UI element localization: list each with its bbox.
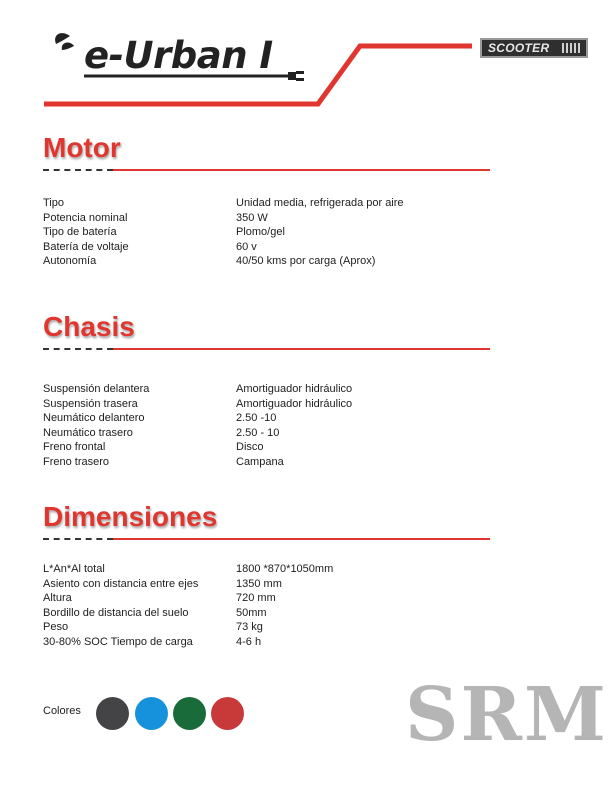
spec-row: [43, 577, 463, 592]
leaf-icon: [55, 33, 74, 50]
color-swatch-red[interactable]: [211, 697, 244, 730]
spec-value: Plomo/gel: [236, 226, 285, 238]
brand-logo: e-Urban I: [84, 34, 273, 77]
spec-value: 4-6 h: [236, 635, 262, 648]
spec-row: [43, 562, 463, 577]
section-divider: [43, 168, 490, 174]
spec-row: [43, 411, 463, 426]
spec-label: Freno frontal: [43, 441, 106, 453]
spec-label: Freno trasero: [43, 455, 110, 468]
spec-label: Neumático delantero: [43, 412, 145, 424]
spec-row: [43, 620, 463, 635]
spec-row: [43, 211, 463, 226]
badge-stripes: [562, 43, 582, 53]
spec-row: [43, 196, 463, 211]
section-divider: [43, 537, 490, 543]
spec-value: 350 W: [236, 211, 268, 224]
spec-label: Suspensión trasera: [43, 397, 138, 410]
spec-label: Asiento con distancia entre ejes: [43, 577, 199, 590]
spec-row: [43, 397, 463, 412]
spec-row: [43, 240, 463, 255]
spec-label: Bordillo de distancia del suelo: [43, 606, 189, 619]
section-title-chasis: Chasis: [43, 311, 135, 342]
spec-value: 2.50 - 10: [236, 426, 280, 439]
spec-value: 1350 mm: [236, 577, 282, 590]
color-swatch-gray[interactable]: [96, 697, 129, 730]
spec-label: Altura: [43, 592, 72, 604]
spec-row: [43, 455, 463, 470]
spec-row: [43, 382, 463, 397]
section-title-motor: Motor: [43, 132, 121, 163]
spec-row: [43, 635, 463, 650]
spec-label: 30-80% SOC Tiempo de carga: [43, 635, 193, 648]
spec-label: Batería de voltaje: [43, 240, 129, 253]
section-divider: [43, 347, 490, 353]
spec-value: 720 mm: [236, 592, 276, 604]
color-swatch-green[interactable]: [173, 697, 206, 730]
spec-row: [43, 254, 463, 269]
spec-value: 2.50 -10: [236, 412, 277, 424]
spec-value: 73 kg: [236, 621, 263, 633]
section-title-dimensiones: Dimensiones: [43, 501, 218, 532]
spec-value: 60 v: [236, 240, 257, 253]
badge-label: SCOOTER: [488, 41, 550, 55]
spec-row: [43, 426, 463, 441]
spec-value: 1800 *870*1050mm: [236, 563, 334, 575]
spec-label: Autonomía: [43, 255, 97, 267]
spec-value: Amortiguador hidráulico: [236, 397, 353, 410]
specs-list-dimensiones: [43, 562, 463, 649]
spec-label: Peso: [43, 621, 69, 633]
plug-icon: [288, 71, 304, 81]
spec-value: Campana: [236, 455, 284, 468]
spec-row: [43, 225, 463, 240]
spec-value: Disco: [236, 441, 264, 453]
scooter-badge: [480, 38, 588, 58]
specs-list-chasis: [43, 382, 463, 469]
spec-value: 50mm: [236, 606, 267, 619]
spec-label: Suspensión delantera: [43, 383, 150, 395]
spec-value: 40/50 kms por carga (Aprox): [236, 255, 376, 267]
color-swatch-blue[interactable]: [135, 697, 168, 730]
spec-row: [43, 606, 463, 621]
spec-label: Tipo: [43, 197, 64, 209]
spec-label: Tipo de batería: [43, 226, 117, 238]
spec-label: L*An*Al total: [43, 563, 105, 575]
spec-value: Amortiguador hidráulico: [236, 383, 353, 395]
srm-watermark: SRM: [405, 672, 608, 758]
colors-label: Colores: [43, 705, 81, 717]
spec-label: Neumático trasero: [43, 426, 133, 439]
spec-label: Potencia nominal: [43, 211, 128, 224]
spec-value: Unidad media, refrigerada por aire: [236, 197, 404, 209]
spec-row: [43, 440, 463, 455]
specs-list-motor: [43, 196, 463, 269]
spec-row: [43, 591, 463, 606]
